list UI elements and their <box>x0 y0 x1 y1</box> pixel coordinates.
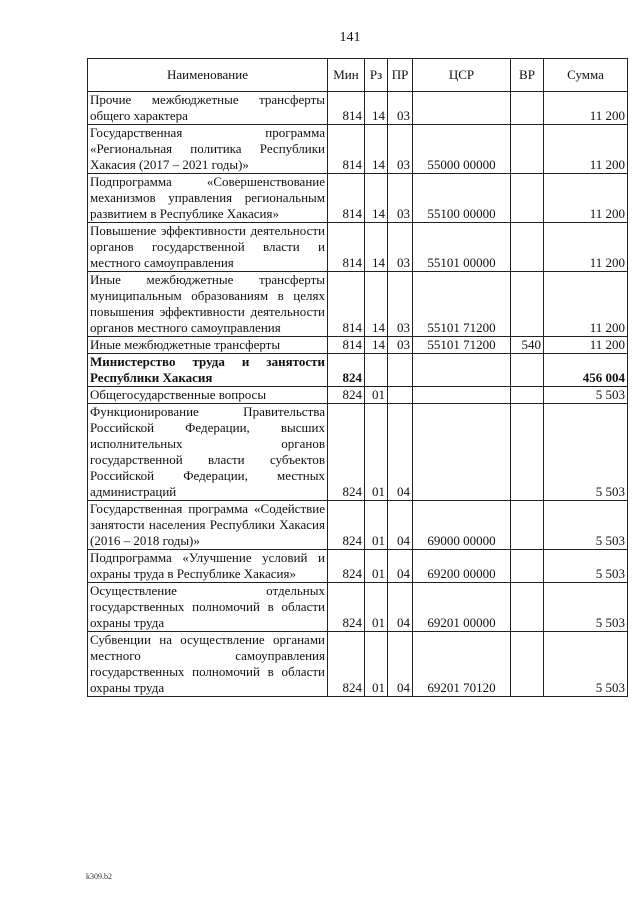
table-body <box>88 92 628 697</box>
cell-csr <box>413 92 511 125</box>
cell-sum: 11 200 <box>544 223 628 272</box>
header-vr: ВР <box>511 59 544 92</box>
cell-name: Общегосударственные вопросы <box>88 387 328 404</box>
table-row <box>88 632 628 697</box>
cell-csr: 69000 00000 <box>413 501 511 550</box>
cell-csr: 69201 00000 <box>413 583 511 632</box>
table-row <box>88 92 628 125</box>
cell-min: 814 <box>328 223 365 272</box>
cell-min: 814 <box>328 125 365 174</box>
cell-name: Подпрограмма «Совершенствование механизмов управления региональным развитием в Республике Хакасия» <box>88 174 328 223</box>
cell-pr: 03 <box>388 125 413 174</box>
cell-vr <box>511 550 544 583</box>
cell-vr <box>511 174 544 223</box>
table-row <box>88 354 628 387</box>
table-row <box>88 223 628 272</box>
cell-name: Иные межбюджетные трансферты муниципальным образованиям в целях повышения эффективности деятельности органов местного самоуправления <box>88 272 328 337</box>
cell-pr: 04 <box>388 404 413 501</box>
table-row <box>88 174 628 223</box>
cell-rz: 14 <box>365 92 388 125</box>
cell-sum: 5 503 <box>544 501 628 550</box>
cell-name: Осуществление отдельных государственных полномочий в области охраны труда <box>88 583 328 632</box>
cell-pr <box>388 354 413 387</box>
cell-rz: 01 <box>365 550 388 583</box>
cell-vr <box>511 632 544 697</box>
page-number: 141 <box>339 30 361 45</box>
cell-sum: 5 503 <box>544 632 628 697</box>
cell-min: 824 <box>328 583 365 632</box>
cell-rz <box>365 354 388 387</box>
cell-csr: 55101 71200 <box>413 272 511 337</box>
cell-csr: 69201 70120 <box>413 632 511 697</box>
cell-pr: 03 <box>388 272 413 337</box>
cell-sum: 11 200 <box>544 174 628 223</box>
cell-pr: 04 <box>388 501 413 550</box>
cell-pr: 03 <box>388 337 413 354</box>
header-min: Мин <box>328 59 365 92</box>
cell-min: 814 <box>328 337 365 354</box>
header-csr: ЦСР <box>413 59 511 92</box>
cell-sum: 5 503 <box>544 583 628 632</box>
cell-pr: 03 <box>388 174 413 223</box>
cell-name: Государственная программа «Региональная политика Республики Хакасия (2017 – 2021 годы)» <box>88 125 328 174</box>
cell-name: Повышение эффективности деятельности органов государственной власти и местного самоуправления <box>88 223 328 272</box>
cell-pr: 04 <box>388 632 413 697</box>
cell-rz: 01 <box>365 583 388 632</box>
cell-csr: 55100 00000 <box>413 174 511 223</box>
cell-rz: 14 <box>365 337 388 354</box>
cell-min: 824 <box>328 501 365 550</box>
table-row <box>88 337 628 354</box>
cell-pr: 03 <box>388 92 413 125</box>
cell-vr <box>511 125 544 174</box>
cell-csr <box>413 387 511 404</box>
cell-name: Иные межбюджетные трансферты <box>88 337 328 354</box>
cell-name: Государственная программа «Содействие занятости населения Республики Хакасия (2016 – 2018 годы)» <box>88 501 328 550</box>
cell-min: 824 <box>328 387 365 404</box>
cell-rz: 01 <box>365 404 388 501</box>
cell-rz: 14 <box>365 272 388 337</box>
cell-pr: 03 <box>388 223 413 272</box>
cell-min: 814 <box>328 272 365 337</box>
cell-min: 814 <box>328 92 365 125</box>
cell-sum: 11 200 <box>544 337 628 354</box>
table-row <box>88 550 628 583</box>
cell-csr <box>413 404 511 501</box>
cell-vr <box>511 223 544 272</box>
cell-min: 824 <box>328 550 365 583</box>
cell-vr <box>511 404 544 501</box>
cell-name: Подпрограмма «Улучшение условий и охраны труда в Республике Хакасия» <box>88 550 328 583</box>
header-sum: Сумма <box>544 59 628 92</box>
cell-vr <box>511 501 544 550</box>
cell-sum: 5 503 <box>544 387 628 404</box>
table-row <box>88 272 628 337</box>
cell-csr: 55101 71200 <box>413 337 511 354</box>
cell-rz: 14 <box>365 223 388 272</box>
cell-sum: 11 200 <box>544 272 628 337</box>
table-header-row <box>88 59 628 92</box>
cell-name: Министерство труда и занятости Республики Хакасия <box>88 354 328 387</box>
cell-pr <box>388 387 413 404</box>
cell-csr: 55000 00000 <box>413 125 511 174</box>
cell-sum: 11 200 <box>544 125 628 174</box>
cell-sum: 11 200 <box>544 92 628 125</box>
cell-rz: 01 <box>365 632 388 697</box>
cell-csr: 55101 00000 <box>413 223 511 272</box>
header-name: Наименование <box>88 59 328 92</box>
cell-csr: 69200 00000 <box>413 550 511 583</box>
table-row <box>88 583 628 632</box>
cell-vr <box>511 354 544 387</box>
cell-min: 824 <box>328 404 365 501</box>
cell-rz: 14 <box>365 125 388 174</box>
cell-rz: 14 <box>365 174 388 223</box>
cell-sum: 456 004 <box>544 354 628 387</box>
cell-vr <box>511 387 544 404</box>
cell-vr <box>511 92 544 125</box>
budget-table <box>87 58 628 697</box>
table-row <box>88 404 628 501</box>
cell-pr: 04 <box>388 550 413 583</box>
cell-name: Прочие межбюджетные трансферты общего характера <box>88 92 328 125</box>
header-pr: ПР <box>388 59 413 92</box>
cell-pr: 04 <box>388 583 413 632</box>
table-row <box>88 125 628 174</box>
cell-name: Функционирование Правительства Российской Федерации, высших исполнительных органов государственной власти субъектов Российской Федерации, местных администраций <box>88 404 328 501</box>
cell-rz: 01 <box>365 501 388 550</box>
cell-sum: 5 503 <box>544 550 628 583</box>
cell-min: 824 <box>328 632 365 697</box>
footer-code: k309.b2 <box>86 872 112 881</box>
cell-min: 824 <box>328 354 365 387</box>
cell-name: Субвенции на осуществление органами местного самоуправления государственных полномочий в области охраны труда <box>88 632 328 697</box>
cell-vr <box>511 583 544 632</box>
cell-sum: 5 503 <box>544 404 628 501</box>
table-row <box>88 501 628 550</box>
table-row <box>88 387 628 404</box>
cell-vr <box>511 272 544 337</box>
cell-rz: 01 <box>365 387 388 404</box>
cell-csr <box>413 354 511 387</box>
cell-min: 814 <box>328 174 365 223</box>
cell-vr: 540 <box>511 337 544 354</box>
header-rz: Рз <box>365 59 388 92</box>
